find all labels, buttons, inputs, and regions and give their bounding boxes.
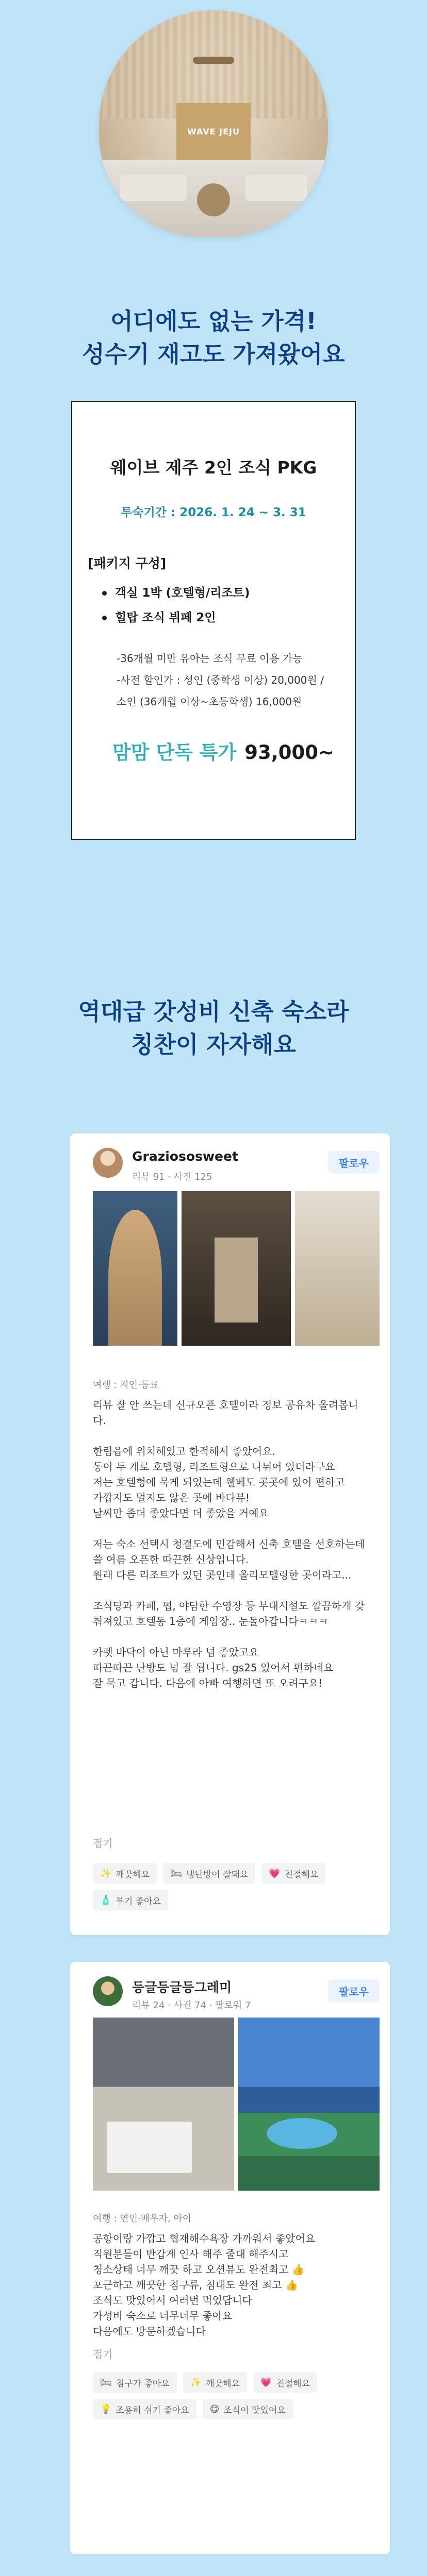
sub-headline-line-2: 칭찬이 자자해요 (131, 1031, 296, 1058)
review-tag (93, 2399, 196, 2419)
review-tag (93, 2372, 177, 2393)
user-name: Graziososweet (132, 1149, 238, 1164)
package-title: 웨이브 제주 2인 조식 PKG (110, 457, 317, 478)
bullet-icon (102, 591, 107, 596)
review-tags (93, 1863, 382, 1910)
bullet-icon (102, 616, 107, 620)
hero-sofa-right (245, 175, 307, 201)
sparkle-icon: ✨ (190, 2377, 202, 2388)
hero-image (99, 10, 328, 237)
collapse-link[interactable]: 접기 (93, 2348, 113, 2361)
review-photo[interactable] (182, 1191, 291, 1346)
ceiling-fan-icon (193, 57, 234, 64)
follow-button[interactable]: 팔로우 (328, 1151, 380, 1174)
review-photo[interactable] (238, 2018, 380, 2191)
package-note: -사전 할인가 : 성인 (중학생 이상) 20,000원 / (117, 674, 324, 686)
hero-ceiling (99, 10, 328, 118)
review-tag (261, 1863, 325, 1884)
review-tag (253, 2372, 317, 2393)
review-text: 리뷰 잘 안 쓰는데 신규오픈 호텔이라 정보 공유차 올려봅니다. 한림읍에 위치해있고 한적해서 좋았어요. 동이 두 개로 호텔형, 리조트형으로 나뉘어 있더라구요 저는 호텔형에 묵게 되었는데 웰베도 곳곳에 있어 편하고 가깝지도 멀지도 않은 곳에 바다뷰! 날씨만 좀더 좋았다면 더 좋았을 거예요 저는 숙소 선택시 청결도에 민감해서 신축 호텔을 선호하는데 쓸 여름 오픈한 따끈한 신상입니다. 원래 다른 리조트가 있던 곳인데 올리모델링한 곳이라고... 조식당과 카페, 펍, 야담한 수영장 등 부대시설도 깔끔하게 갖 춰져있고 호텔동 1층에 게임장.. 눈돌아갑니다ㅋㅋㅋ 카펫 바닥이 아닌 마루라 넘 좋았고요 따끈따끈 난방도 넘 잘 됩니다. gs25 있어서 편하네요 잘 묵고 갑니다. 다음에 아빠 여행하면 또 오려구요! (93, 1399, 365, 1689)
package-card (71, 401, 356, 840)
user-stats: 리뷰 24 · 사진 74 · 팔로워 7 (132, 2000, 251, 2011)
review-tag (203, 2399, 293, 2419)
package-item-label: 힐탑 조식 뷔페 2인 (115, 611, 216, 624)
lighting-icon: 💡 (100, 2403, 112, 2415)
review-tags (93, 2372, 382, 2419)
package-item (102, 608, 216, 625)
review-photo[interactable] (93, 2018, 234, 2191)
heart-icon: 💗 (260, 2377, 272, 2388)
headline-line-1: 어디에도 없는 가격! (110, 308, 317, 335)
tag-label: 친절해요 (284, 1869, 319, 1880)
tag-label: 부기 좋아요 (116, 1896, 161, 1907)
follow-button[interactable]: 팔로우 (328, 1979, 380, 2002)
food-icon: 😋 (209, 2403, 220, 2415)
user-name: 등글등글등그레미 (132, 1980, 232, 1995)
hero-sign (176, 103, 251, 165)
review-text: 공항이랑 가깝고 협재해수욕장 가까워서 좋았어요 직원분들이 반갑게 인사 해주 줄대 해주시고 청소상태 너무 깨끗 하고 오션뷰도 완전최고 👍 포근하고 깨끗한 침구류, 침대도 완전 최고 👍 조식도 맛있어서 여러번 먹었답니다 가성비 숙소로 너무너무 좋아요 다음에도 방문하겠습니다 (93, 2232, 316, 2337)
trip-type: 여행 : 연인·배우자, 아이 (93, 2213, 192, 2224)
package-item-label: 객실 1박 (호텔형/리조트) (115, 586, 250, 600)
heart-icon: 💗 (269, 1868, 281, 1879)
review-photo[interactable] (93, 1191, 177, 1346)
package-note: -36개월 미만 유아는 조식 무료 이용 가능 (117, 652, 303, 665)
trip-type: 여행 : 지인·동료 (93, 1380, 159, 1391)
package-price (112, 737, 334, 765)
tag-label: 침구가 좋아요 (116, 2378, 170, 2389)
sub-headline-line-1: 역대급 갓성비 신축 숙소라 (78, 998, 349, 1025)
review-card (70, 1962, 390, 2554)
bed-icon: 🛏 (100, 2377, 112, 2388)
review-tag (183, 2372, 247, 2393)
tag-label: 조식이 맛있어요 (223, 2405, 286, 2416)
tag-label: 깨끗해요 (206, 2378, 240, 2389)
price-label: 맘맘 단독 특가 (112, 741, 237, 764)
collapse-link[interactable]: 접기 (93, 1837, 113, 1850)
tag-label: 조용히 쉬기 좋아요 (116, 2405, 189, 2416)
bed-icon: 🛏 (170, 1868, 182, 1879)
package-period: 투숙기간 : 2026. 1. 24 ~ 3. 31 (121, 506, 306, 519)
user-stats: 리뷰 91 · 사진 125 (132, 1172, 212, 1182)
sparkle-icon: ✨ (100, 1868, 112, 1879)
package-item (102, 583, 250, 600)
hero-table (197, 183, 230, 216)
tag-label: 깨끗해요 (116, 1869, 150, 1880)
review-tag (93, 1863, 157, 1884)
tag-label: 냉난방이 잘돼요 (186, 1869, 249, 1880)
price-value: 93,000~ (244, 741, 334, 764)
review-card (70, 1133, 390, 1935)
headline-line-2: 성수기 재고도 가져왔어요 (82, 341, 345, 368)
hero-sign-text: WAVE JEJU (187, 127, 240, 137)
tag-label: 친절해요 (276, 2378, 310, 2389)
review-tag (93, 1890, 168, 1910)
hero-sofa-left (120, 175, 187, 201)
package-section-label: [패키지 구성] (88, 556, 167, 571)
amenity-icon: 🧴 (100, 1894, 112, 1906)
avatar (93, 1976, 123, 2006)
avatar (93, 1148, 123, 1178)
review-tag (163, 1863, 255, 1884)
review-photo[interactable] (295, 1191, 380, 1346)
package-note: 소인 (36개월 이상~초등학생) 16,000원 (117, 696, 302, 708)
